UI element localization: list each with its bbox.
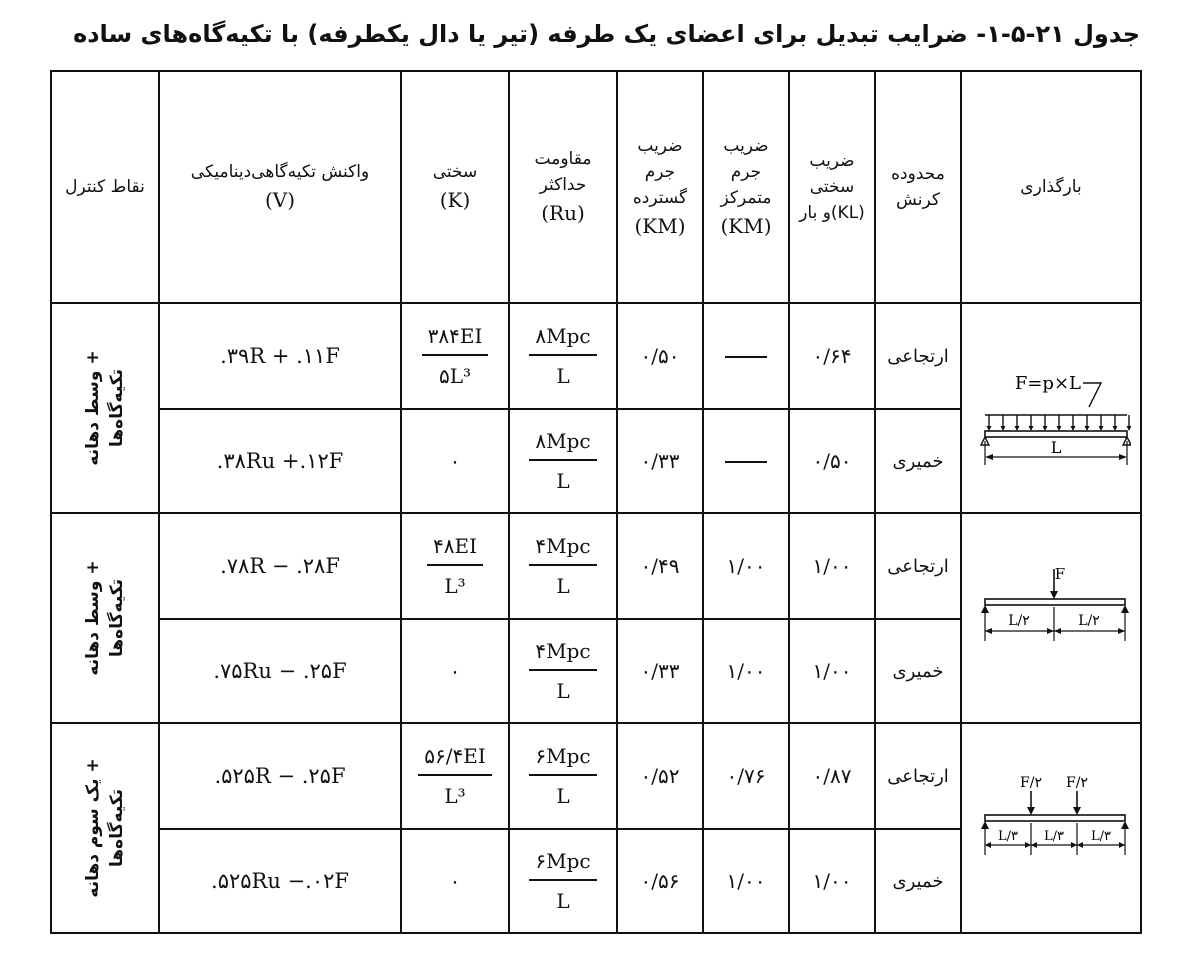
control-label: تکیه‌گاه‌ها: [107, 369, 127, 448]
resistance-cell: [509, 513, 617, 619]
concentrated-mass-cell: ۱/۰۰: [703, 829, 789, 933]
seg1-label: L/۳: [998, 829, 1018, 844]
distributed-mass-cell: ۰/۴۹: [617, 513, 703, 619]
reaction-cell: .۵۲۵Ru −.۰۲F: [159, 829, 401, 933]
header-reaction: واکنش تکیه‌گاهی‌دینامیکی (V): [159, 71, 401, 303]
resistance-cell: [509, 619, 617, 723]
loading-diagram-cell: [961, 513, 1141, 723]
stiffness-numerator: ۳۸۴EI: [422, 324, 489, 356]
control-sub-label: + یک سوم دهانه: [83, 758, 103, 898]
resistance-numerator: ۴Mpc: [529, 639, 596, 671]
stiffness-cell: [401, 723, 509, 829]
header-distributed-mass-factor: ضریب جرم گسترده (KM): [617, 71, 703, 303]
stiffness-cell: ۰: [401, 619, 509, 723]
reaction-cell: .۷۵Ru − .۲۵F: [159, 619, 401, 723]
concentrated-mass-cell: ۰/۷۶: [703, 723, 789, 829]
stiffness-cell: ۰: [401, 829, 509, 933]
header-control-points: نقاط کنترل: [51, 71, 159, 303]
reaction-cell: .۳۸Ru +.۱۲F: [159, 409, 401, 513]
stiffness-numerator: ۴۸EI: [427, 534, 483, 566]
distributed-mass-cell: ۰/۳۳: [617, 409, 703, 513]
stiffness-cell: [401, 513, 509, 619]
resistance-numerator: ۴Mpc: [529, 534, 596, 566]
header-loading: بارگذاری: [961, 71, 1141, 303]
left-span-label: L/۲: [1008, 613, 1030, 629]
reaction-cell: .۷۸R − .۲۸F: [159, 513, 401, 619]
load-factor-cell: ۰/۵۰: [789, 409, 875, 513]
header-load-stiffness-factor: ضریب سختی و بار(KL): [789, 71, 875, 303]
control-points-cell: [51, 513, 159, 723]
concentrated-mass-cell: [703, 409, 789, 513]
control-sub-label: + وسط دهانه: [83, 560, 103, 676]
reaction-cell: .۵۲۵R − .۲۵F: [159, 723, 401, 829]
strain-range-cell: خمیری: [875, 829, 961, 933]
loading-diagram-cell: [961, 303, 1141, 513]
strain-range-cell: خمیری: [875, 619, 961, 723]
resistance-denominator: L: [556, 679, 570, 703]
stiffness-cell: ۰: [401, 409, 509, 513]
control-sub-label: + وسط دهانه: [83, 350, 103, 466]
resistance-cell: [509, 723, 617, 829]
strain-range-cell: ارتجاعی: [875, 723, 961, 829]
header-max-resistance: مقاومت حداکثر (Ru): [509, 71, 617, 303]
resistance-denominator: L: [556, 784, 570, 808]
strain-range-cell: ارتجاعی: [875, 513, 961, 619]
control-label: تکیه‌گاه‌ها: [107, 789, 127, 867]
load-factor-cell: ۰/۸۷: [789, 723, 875, 829]
header-strain-range: محدوده کرنش: [875, 71, 961, 303]
resistance-denominator: L: [556, 364, 570, 388]
resistance-cell: [509, 829, 617, 933]
concentrated-mass-cell: [703, 303, 789, 409]
seg3-label: L/۳: [1091, 829, 1111, 844]
force2-label: F/۲: [1066, 775, 1088, 791]
concentrated-mass-cell: ۱/۰۰: [703, 513, 789, 619]
reaction-cell: .۳۹R + .۱۱F: [159, 303, 401, 409]
seg2-label: L/۳: [1044, 829, 1064, 844]
load-factor-cell: ۰/۶۴: [789, 303, 875, 409]
stiffness-denominator: ۵L³: [438, 364, 472, 388]
table-title: جدول ۲۱-۵-۱- ضرایب تبدیل برای اعضای یک طرفه (تیر یا دال یکطرفه) با تکیه‌گاه‌های ساده: [73, 20, 1140, 48]
table-row: [51, 303, 1141, 409]
control-label: تکیه‌گاه‌ها: [107, 579, 127, 658]
table-row: [51, 723, 1141, 829]
load-factor-cell: ۱/۰۰: [789, 829, 875, 933]
load-factor-cell: ۱/۰۰: [789, 513, 875, 619]
resistance-cell: [509, 409, 617, 513]
empty-dash: [725, 356, 767, 358]
distributed-mass-cell: ۰/۵۲: [617, 723, 703, 829]
span-label: L: [1050, 438, 1062, 457]
resistance-denominator: L: [556, 574, 570, 598]
force-label: F=p×L: [1014, 373, 1081, 394]
stiffness-cell: [401, 303, 509, 409]
resistance-cell: [509, 303, 617, 409]
resistance-denominator: L: [556, 889, 570, 913]
stiffness-numerator: ۵۶/۴EI: [418, 744, 491, 776]
right-span-label: L/۲: [1078, 613, 1100, 629]
stiffness-denominator: L³: [444, 784, 466, 808]
force1-label: F/۲: [1020, 775, 1042, 791]
table-row: [51, 513, 1141, 619]
distributed-mass-cell: ۰/۵۶: [617, 829, 703, 933]
resistance-numerator: ۸Mpc: [529, 429, 596, 461]
resistance-denominator: L: [556, 469, 570, 493]
resistance-numerator: ۶Mpc: [529, 744, 596, 776]
loading-diagram-cell: [961, 723, 1141, 933]
header-concentrated-mass-factor: ضریب جرم متمرکز (KM): [703, 71, 789, 303]
strain-range-cell: ارتجاعی: [875, 303, 961, 409]
header-stiffness: سختی (K): [401, 71, 509, 303]
stiffness-denominator: L³: [444, 574, 466, 598]
header-row: [51, 71, 1141, 303]
control-points-cell: [51, 723, 159, 933]
resistance-numerator: ۸Mpc: [529, 324, 596, 356]
empty-dash: [725, 461, 767, 463]
concentrated-mass-cell: ۱/۰۰: [703, 619, 789, 723]
strain-range-cell: خمیری: [875, 409, 961, 513]
resistance-numerator: ۶Mpc: [529, 849, 596, 881]
distributed-load-diagram: [971, 331, 1131, 481]
force-label: F: [1054, 565, 1066, 583]
distributed-mass-cell: ۰/۵۰: [617, 303, 703, 409]
distributed-mass-cell: ۰/۳۳: [617, 619, 703, 723]
center-point-load-diagram: [971, 561, 1131, 671]
third-point-load-diagram: [971, 771, 1131, 881]
load-factor-cell: ۱/۰۰: [789, 619, 875, 723]
conversion-factors-table: [50, 70, 1142, 934]
control-points-cell: [51, 303, 159, 513]
